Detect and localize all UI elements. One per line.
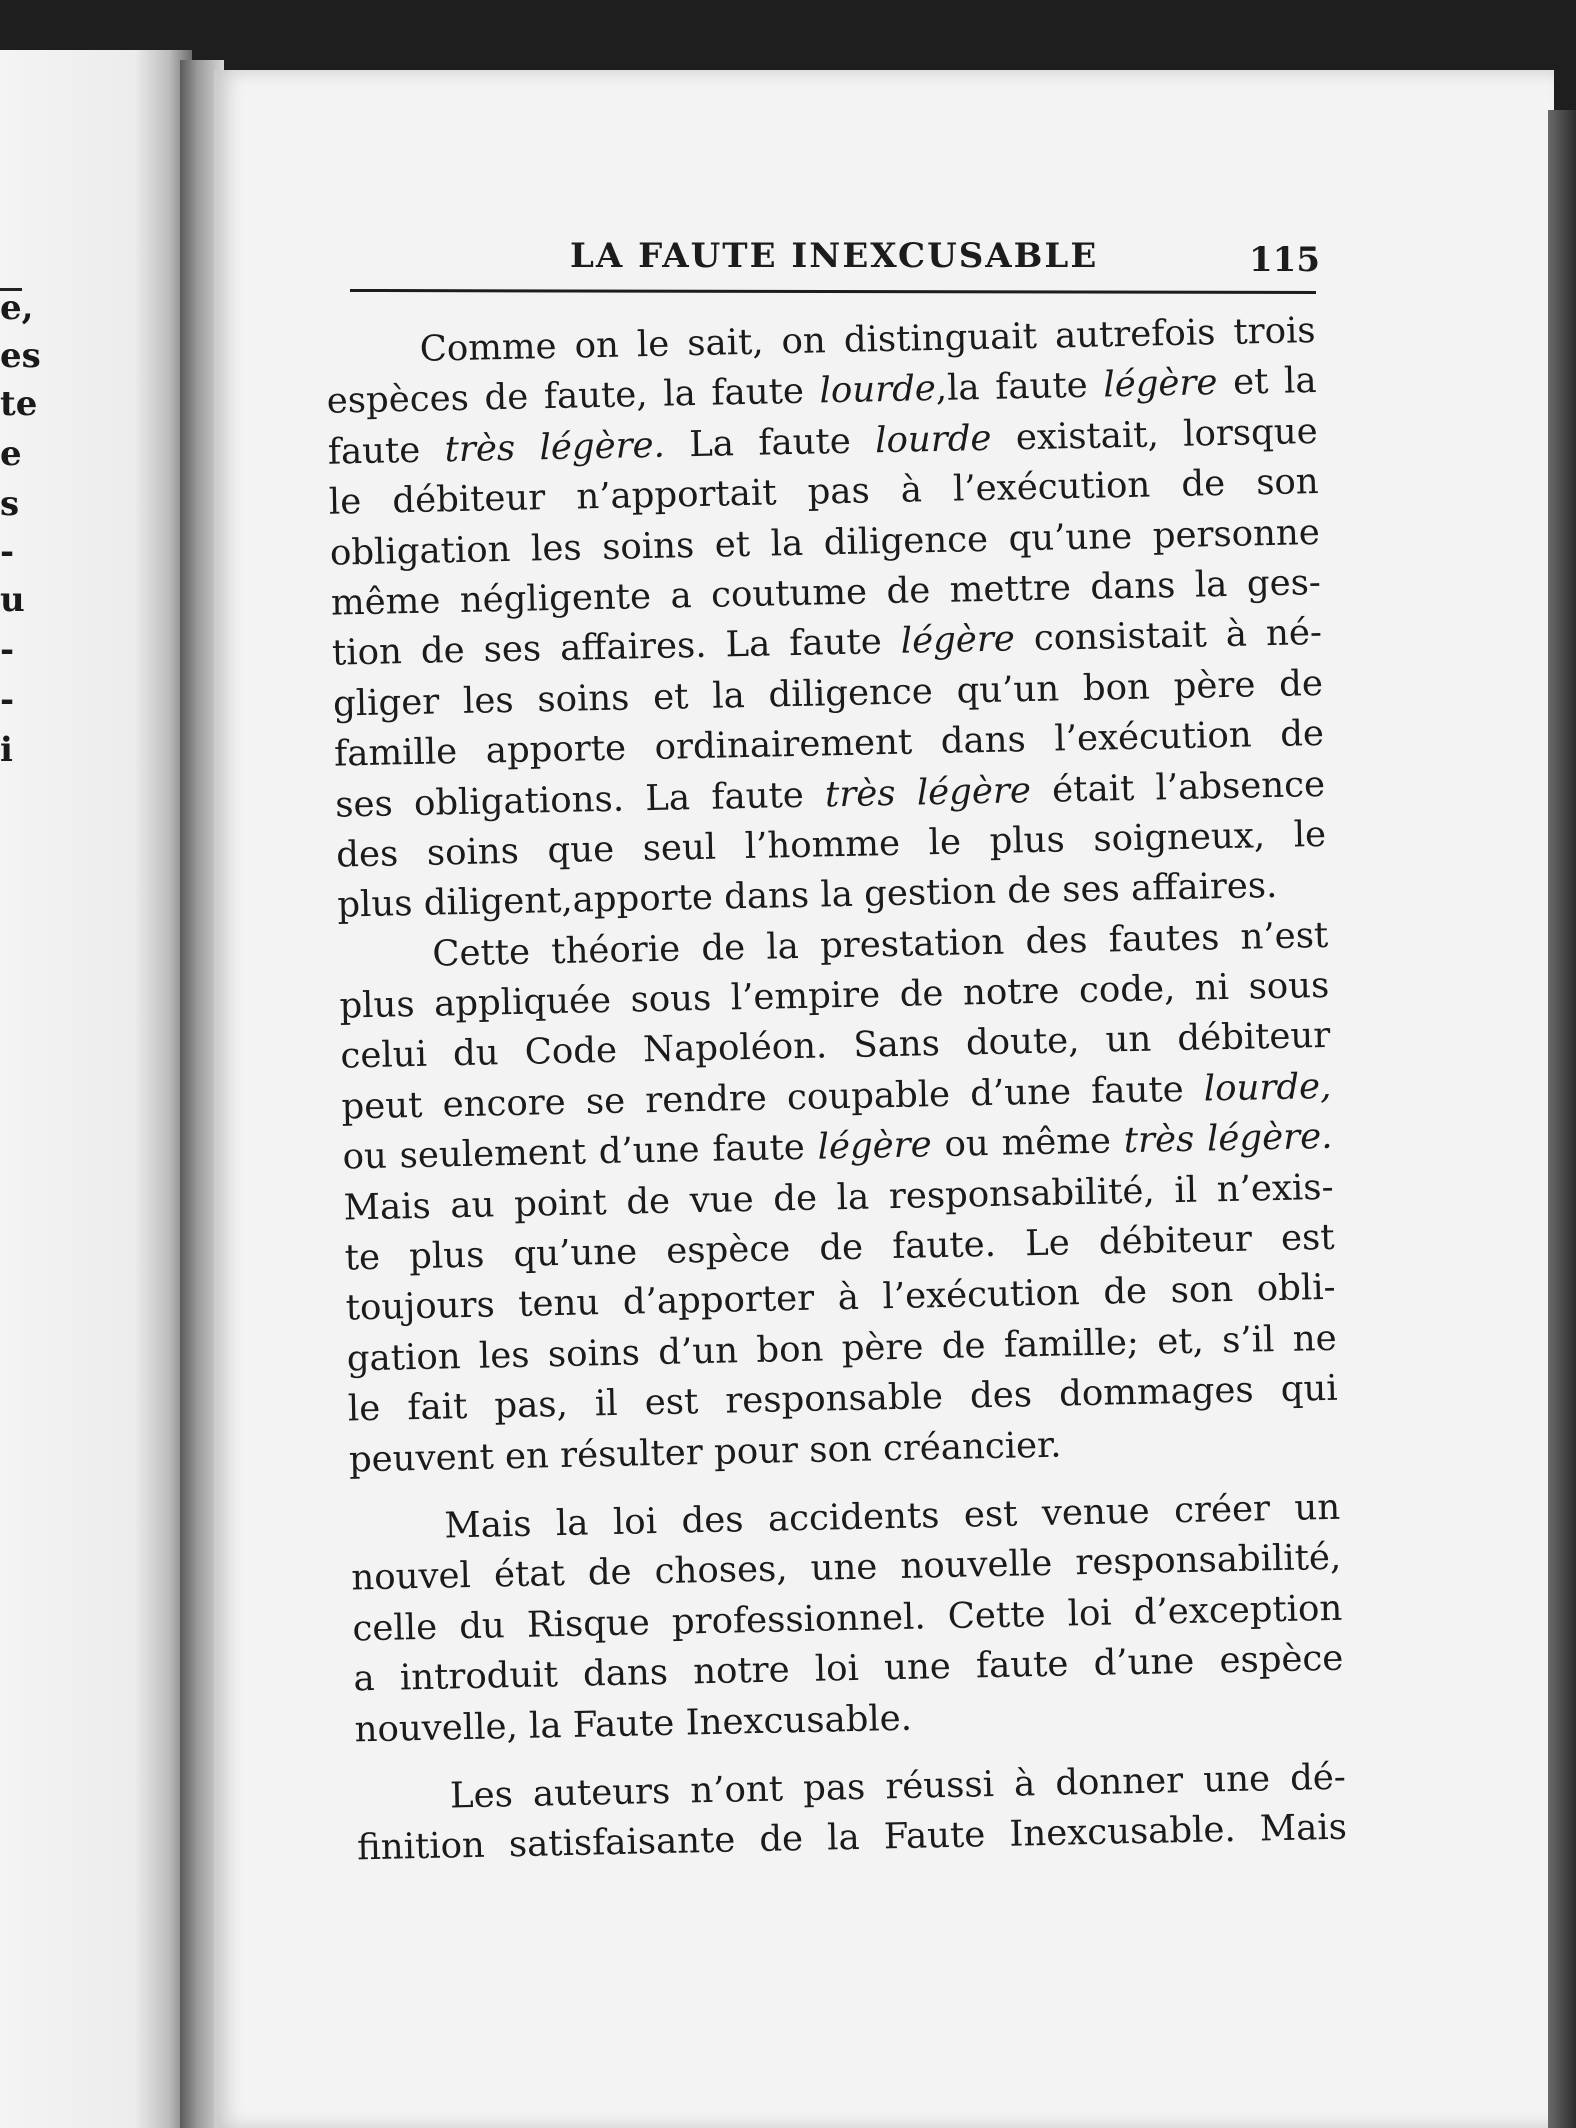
text-segment: ou même <box>931 1120 1125 1166</box>
page-number: 115 <box>1249 240 1320 280</box>
italic-term: légère <box>900 618 1016 663</box>
text-segment: nouvel état de choses, une nouvelle responsabilité, <box>351 1537 1342 1599</box>
text-segment: existait, lorsque <box>991 410 1319 459</box>
text-segment: ,la faute <box>935 364 1104 410</box>
italic-term: très légère. <box>1123 1116 1333 1162</box>
facing-page-fragment: te <box>0 384 38 424</box>
text-segment: Cette théorie de la prestation des fautes n’est <box>431 914 1329 975</box>
italic-term: très légère. <box>444 424 666 471</box>
facing-page-fragment: - <box>0 680 15 720</box>
text-segment: peut encore se rendre coupable d’une faute <box>341 1068 1205 1128</box>
text-segment: obligation les soins et la diligence qu’une personne <box>329 511 1321 574</box>
text-segment: était l’absence <box>1030 763 1326 811</box>
text-segment: espèces de faute, la faute <box>326 370 820 423</box>
text-segment: même négligente a coutume de mettre dans la ges- <box>330 561 1322 624</box>
italic-term: lourde <box>874 417 992 462</box>
text-segment: Les auteurs n’ont pas réussi à donner une dé- <box>449 1756 1347 1817</box>
italic-term: lourde <box>819 368 937 412</box>
facing-page-fragment: u <box>0 580 25 620</box>
text-segment: ses obligations. La faute <box>334 773 826 826</box>
text-segment: faute <box>327 429 446 473</box>
text-segment: plus appliquée sous l’empire de notre code, ni sous <box>339 964 1330 1027</box>
italic-term: légère <box>817 1124 933 1168</box>
italic-term: légère <box>1102 362 1218 406</box>
text-segment: te plus qu’une espèce de faute. Le débiteur est <box>344 1216 1335 1279</box>
text-segment: finition satisfaisante de la Faute Inexcusable. Mais <box>356 1806 1348 1869</box>
facing-page-fragment: e, <box>0 288 34 328</box>
text-segment: plus diligent,apporte dans la gestion de ses affaires. <box>336 865 1278 926</box>
facing-page-fragment: es <box>0 336 41 376</box>
running-head: LA FAUTE INEXCUSABLE <box>570 236 1099 276</box>
text-segment: celle du Risque professionnel. Cette loi d’exception <box>352 1587 1343 1650</box>
italic-term: très légère <box>824 769 1032 815</box>
text-segment: gliger les soins et la diligence qu’un bon père de <box>332 662 1324 725</box>
text-segment: le débiteur n’apportait pas à l’exécution de son <box>328 461 1320 523</box>
facing-page-fragment: i <box>0 730 13 770</box>
text-segment: le fait pas, il est responsable des dommages qui <box>347 1367 1339 1430</box>
facing-page-fragment: - <box>0 532 15 572</box>
text-segment: gation les soins d’un bon père de famille; et, s’il ne <box>346 1317 1338 1380</box>
text-segment: Mais au point de vue de la responsabilité, il n’exis- <box>343 1166 1334 1229</box>
page-edge <box>1548 110 1576 2128</box>
page-header <box>350 236 1320 284</box>
text-segment: famille apporte ordinairement dans l’exécution de <box>333 713 1325 775</box>
text-segment: ou seulement d’une faute <box>342 1126 819 1178</box>
text-segment: a introduit dans notre loi une faute d’une espèce <box>353 1637 1344 1700</box>
text-segment: peuvent en résulter pour son créancier. <box>348 1424 1062 1481</box>
text-segment: celui du Code Napoléon. Sans doute, un débiteur <box>340 1015 1331 1078</box>
italic-term: lourde, <box>1203 1065 1332 1110</box>
text-segment: consistait à né- <box>1014 612 1323 660</box>
text-segment: et la <box>1216 360 1317 404</box>
text-segment: La faute <box>664 420 876 466</box>
facing-page-fragment: s <box>0 484 20 524</box>
text-segment: des soins que seul l’homme le plus soigneux, le <box>335 813 1327 876</box>
facing-page-fragment: - <box>0 630 15 670</box>
text-segment: toujours tenu d’apporter à l’exécution de son obli- <box>345 1267 1336 1329</box>
text-segment: nouvelle, la Faute Inexcusable. <box>354 1697 913 1750</box>
body-text <box>325 306 1347 1874</box>
text-segment: Comme on le sait, on distinguait autrefois trois <box>419 309 1316 370</box>
facing-page-fragment: e <box>0 434 22 474</box>
text-segment: Mais la loi des accidents est venue créer un <box>443 1486 1341 1547</box>
text-segment: tion de ses affaires. La faute <box>331 621 902 675</box>
